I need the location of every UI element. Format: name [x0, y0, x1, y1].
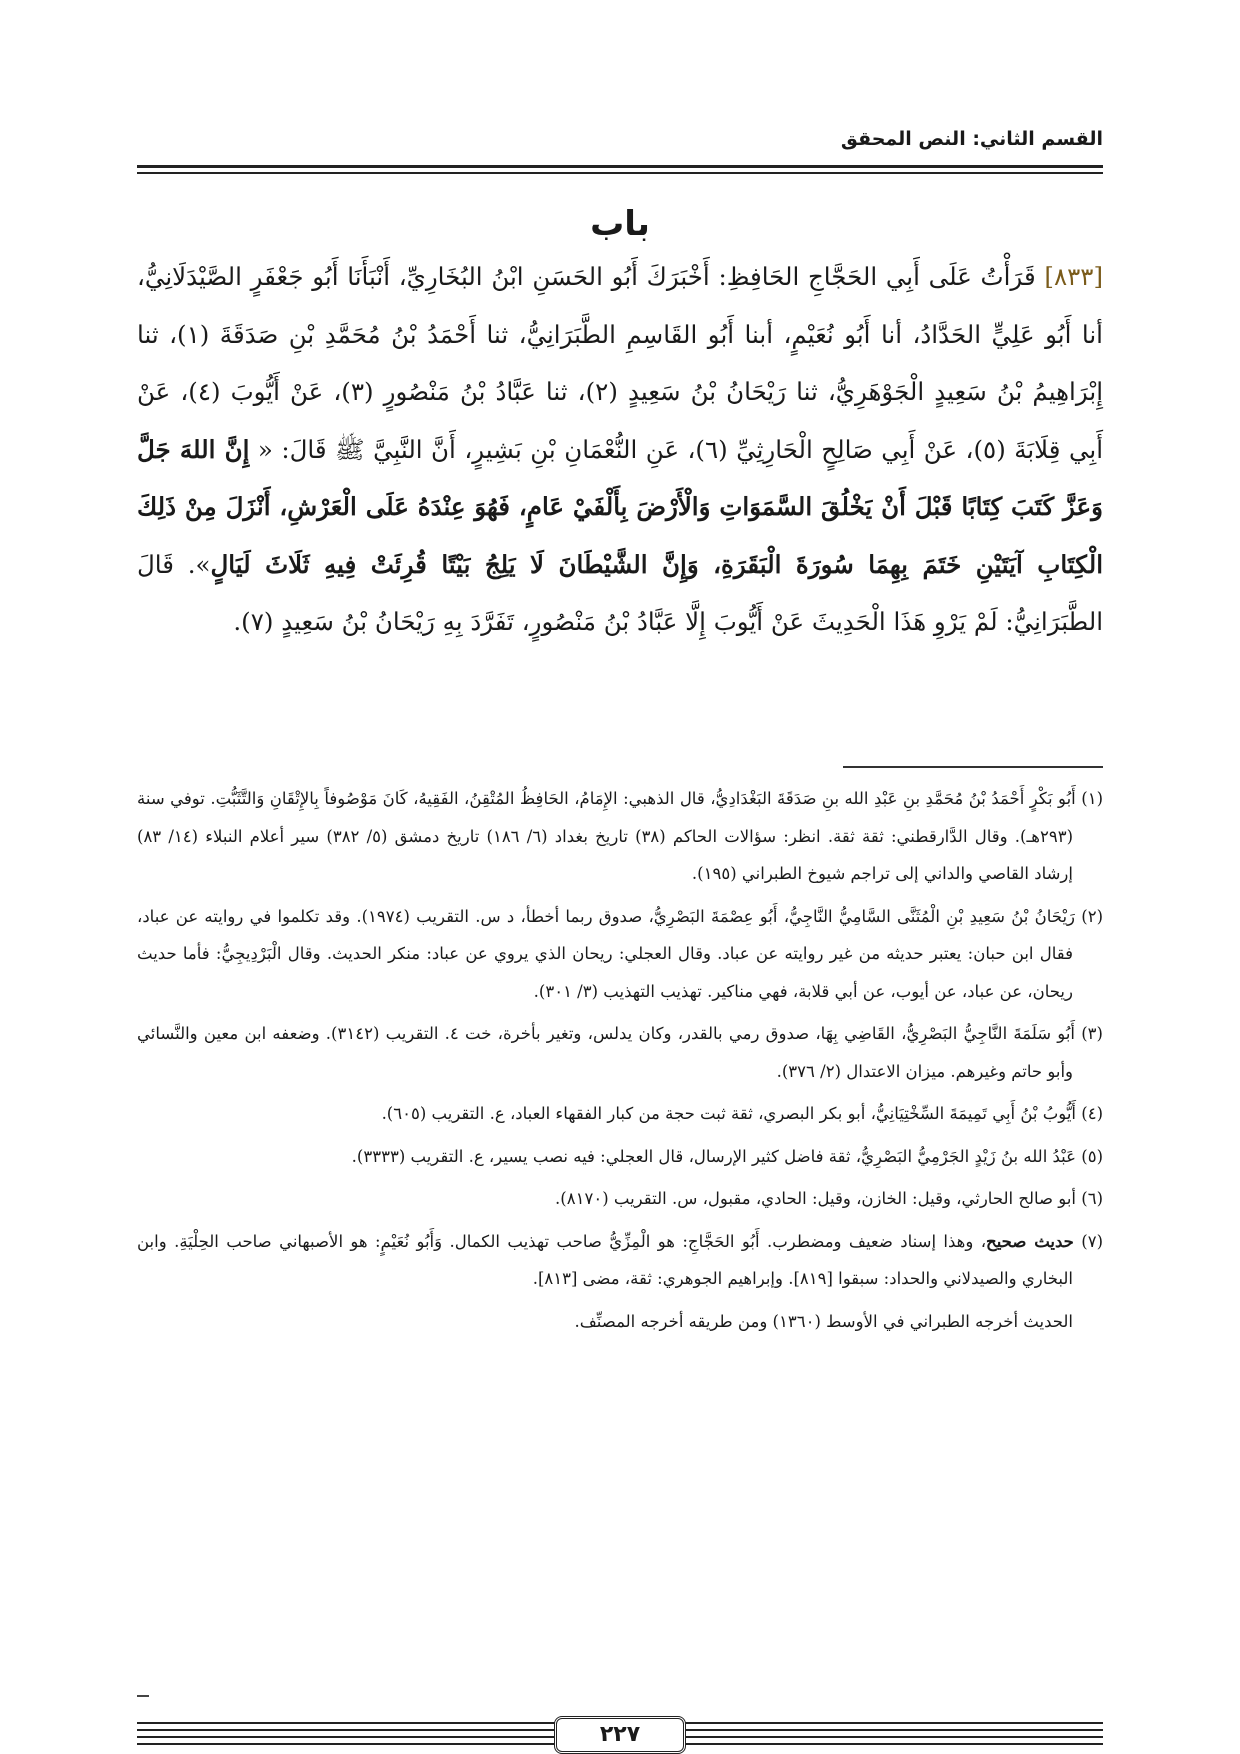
footnote-7 — [137, 1223, 1103, 1298]
hadith-number: [٨٣٣] — [1044, 262, 1103, 291]
hadith-text: إِنَّ اللهَ جَلَّ وَعَزَّ كَتَبَ كِتَابًا قَبْلَ أَنْ يَخْلُقَ السَّمَوَاتِ وَالْأَرْضَ بِأَلْفَيْ عَامٍ، فَهُوَ عِنْدَهُ عَلَى الْعَرْشِ، أَنْزَلَ مِنْ ذَلِكَ الْكِتَابِ آيَتَيْنِ خَتَمَ بِهِمَا سُورَةَ الْبَقَرَةِ، وَإِنَّ الشَّيْطَانَ لَا يَلِجُ بَيْتًا قُرِئَتْ فِيهِ ثَلَاثَ لَيَالٍ — [137, 434, 1104, 579]
chapter-title: باب — [590, 204, 650, 244]
footnote-5: (٥) عَبْدُ الله بنُ زَيْدٍ الجَرْمِيُّ البَصْرِيُّ، ثقة فاضل كثير الإرسال، قال العجلي: فيه نصب يسير، ع. التقريب (٣٣٣٣). — [351, 1146, 1103, 1166]
footnote-tail: الحديث أخرجه الطبراني في الأوسط (١٣٦٠) ومن طريقه أخرجه المصنِّف. — [574, 1311, 1073, 1331]
footnote-7-number: (٧) — [1073, 1231, 1103, 1251]
footnote-6: (٦) أبو صالح الحارثي، وقيل: الخازن، وقيل: الحادي، مقبول، س. التقريب (٨١٧٠). — [555, 1189, 1103, 1208]
header-rule-thick — [137, 165, 1103, 168]
footnote-7-verdict: حديث صحيح — [986, 1231, 1074, 1251]
footnote-separator — [843, 766, 1103, 768]
closing-text: ». قَالَ الطَّبَرَانِيُّ: لَمْ يَرْوِ هَذَا الْحَدِيثَ عَنْ أَيُّوبَ إِلَّا عَبَّادُ بْنُ مَنْصُورٍ، تَفَرَّدَ بِهِ رَيْحَانُ بْنُ سَعِيدٍ (٧). — [137, 549, 1103, 636]
footnote-1: (١) أَبُو بَكْرٍ أَحْمَدُ بْنُ مُحَمَّدِ بنِ عَبْدِ الله بنِ صَدَقَةَ البَغْدَادِيُّ، قال الذهبي: الإِمَامُ، الحَافِظُ المُتْقِنُ، الفَقِيهُ، كَانَ مَوْصُوفاً بِالإِتْقَانِ وَالتَّثَبُّتِ. توفي سنة (٢٩٣هـ). وقال الدَّارقطني: ثقة ثقة. انظر: سؤالات الحاكم (٣٨) تاريخ بغداد (٦/ ١٨٦) تاريخ دمشق (٥/ ٣٨٢) سير أعلام النبلاء (١٤/ ٨٣) إرشاد القاصي والداني إلى تراجم شيوخ الطبراني (١٩٥). — [137, 789, 1103, 883]
section-header: القسم الثاني: النص المحقق — [840, 128, 1103, 150]
footnotes — [137, 780, 1103, 1345]
footnote-2: (٢) رَيْحَانُ بْنُ سَعِيدِ بْنِ الْمُثَنَّى السَّامِيُّ النَّاجِيُّ، أَبُو عِصْمَةَ البَصْرِيُّ، صدوق ربما أخطأ، د س. التقريب (١٩٧٤). وقد تكلموا في روايته عن عباد، فقال ابن حبان: يعتبر حديثه من غير روايته عن عباد. وقال العجلي: ريحان الذي يروي عن عباد: منكر الحديث. وقال الْبَرْدِيجِيُّ: فأما حديث ريحان، عن عباد، عن أيوب، عن أبي قلابة، فهي مناكير. تهذيب التهذيب (٣/ ٣٠١). — [137, 906, 1103, 1001]
footnote-3: (٣) أَبُو سَلَمَةَ النَّاجِيُّ البَصْرِيُّ، القَاضِي بِهَا، صدوق رمي بالقدر، وكان يدلس، وتغير بأخرة، خت ٤. التقريب (٣١٤٢). وضعفه ابن معين والنَّسائي وأبو حاتم وغيرهم. ميزان الاعتدال (٢/ ٣٧٦). — [137, 1024, 1103, 1081]
footnote-7-text: ، وهذا إسناد ضعيف ومضطرب. أَبُو الحَجَّاجِ: هو الْمِزِّيُّ صاحب تهذيب الكمال. وَأَبُو نُعَيْمٍ: هو الأصبهاني صاحب الحِلْيَةِ. وابن البخاري والصيدلاني والحداد: سبقوا [٨١٩]. وإبراهيم الجوهري: ثقة، مضى [٨١٣]. — [137, 1231, 1073, 1288]
header-rule-thin — [137, 172, 1103, 174]
footnote-4: (٤) أَيُّوبُ بْنُ أَبِي تَمِيمَةَ السِّخْتِيَانِيُّ، أبو بكر البصري، ثقة ثبت حجة من كبار الفقهاء العباد، ع. التقريب (٦٠٥). — [381, 1104, 1103, 1123]
main-paragraph — [137, 248, 1103, 651]
isnad-text: قَرَأْتُ عَلَى أَبِي الحَجَّاجِ الحَافِظِ: أَخْبَرَكَ أَبُو الحَسَنِ ابْنُ البُخَارِيِّ، أَنْبَأَنَا أَبُو جَعْفَرٍ الصَّيْدَلَانِيُّ، أنا أَبُو عَلِيٍّ الحَدَّادُ، أنا أَبُو نُعَيْمٍ، أبنا أَبُو القَاسِمِ الطَّبَرَانِيُّ، ثنا أَحْمَدُ بْنُ مُحَمَّدِ بْنِ صَدَقَةَ (١)، ثنا إِبْرَاهِيمُ بْنُ سَعِيدٍ الْجَوْهَرِيُّ، ثنا رَيْحَانُ بْنُ سَعِيدٍ (٢)، ثنا عَبَّادُ بْنُ مَنْصُورٍ (٣)، عَنْ أَيُّوبَ (٤)، عَنْ أَبِي قِلَابَةَ (٥)، عَنْ أَبِي صَالِحٍ الْحَارِثِيِّ (٦)، عَنِ النُّعْمَانِ بْنِ بَشِيرٍ، أَنَّ النَّبِيَّ ﷺ قَالَ: « — [137, 262, 1104, 464]
page-number: ٢٢٧ — [554, 1716, 686, 1754]
dash-mark — [137, 1695, 149, 1697]
